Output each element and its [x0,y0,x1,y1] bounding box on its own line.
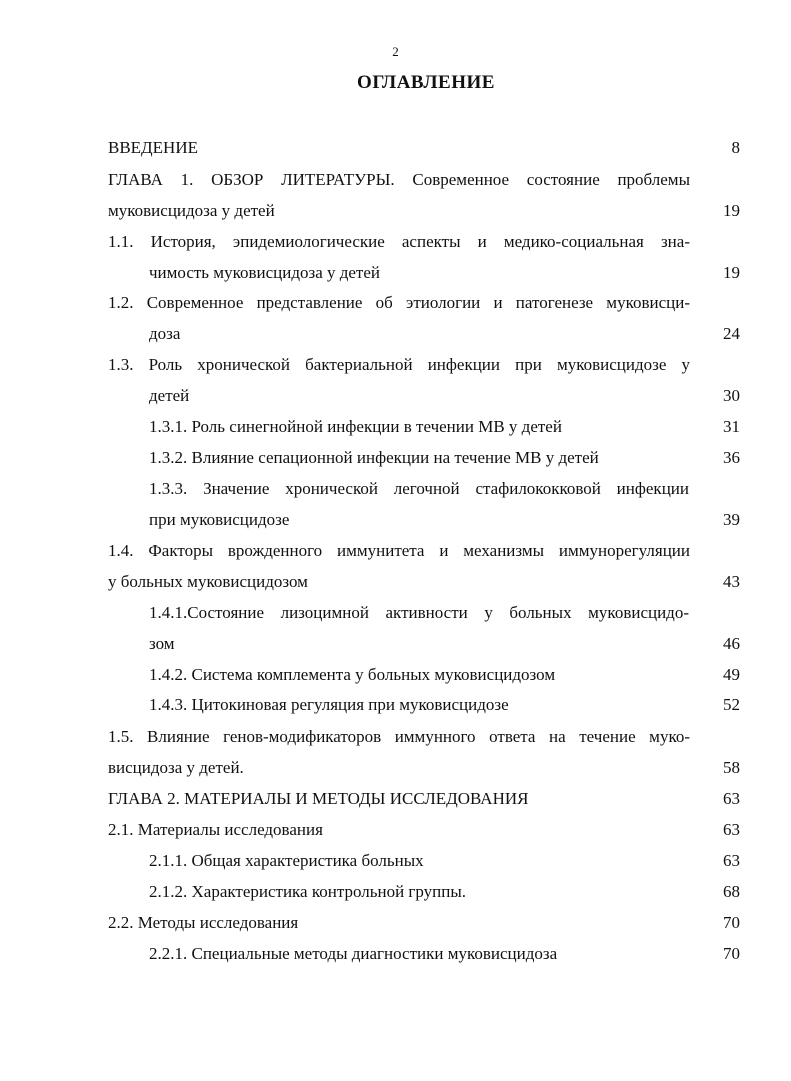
toc-entry-1-4-1[interactable]: 1.4.1.Состояние лизоцимной активности у больных муковисцидо- [149,603,689,622]
page-title: ОГЛАВЛЕНИЕ [357,72,495,93]
toc-page-1-4-2: 49 [723,665,740,684]
toc-page-1-5: 58 [723,758,740,777]
toc-entry-1-4-1-cont[interactable]: зом [149,634,175,653]
toc-page-1-2: 24 [723,324,740,343]
toc-entry-1-3-1[interactable]: 1.3.1. Роль синегнойной инфекции в течении МВ у детей [149,417,562,436]
page-number: 2 [392,44,399,59]
toc-page-1-4-3: 52 [723,695,740,714]
toc-page-1-4: 43 [723,572,740,591]
toc-entry-chapter-1[interactable]: ГЛАВА 1. ОБЗОР ЛИТЕРАТУРЫ. Современное состояние проблемы [108,170,690,189]
toc-page-chapter-2: 63 [723,789,740,808]
toc-page-2-1-1: 63 [723,851,740,870]
toc-page-2-1: 63 [723,820,740,839]
toc-entry-1-3[interactable]: 1.3. Роль хронической бактериальной инфекции при муковисцидозе у [108,355,690,374]
toc-page-1-3-3: 39 [723,510,740,529]
toc-entry-1-5[interactable]: 1.5. Влияние генов-модификаторов иммунного ответа на течение муко- [108,727,690,746]
toc-entry-1-3-3-cont[interactable]: при муковисцидозе [149,510,290,529]
toc-page-2-2-1: 70 [723,944,740,963]
toc-page-2-2: 70 [723,913,740,932]
toc-entry-chapter-2[interactable]: ГЛАВА 2. МАТЕРИАЛЫ И МЕТОДЫ ИССЛЕДОВАНИЯ [108,789,529,808]
toc-entry-1-2-cont[interactable]: доза [149,324,181,343]
toc-entry-2-2-1[interactable]: 2.2.1. Специальные методы диагностики муковисцидоза [149,944,558,963]
toc-page-chapter-1: 19 [723,201,740,220]
toc-entry-1-4-cont[interactable]: у больных муковисцидозом [108,572,308,591]
toc-entry-2-1[interactable]: 2.1. Материалы исследования [108,820,323,839]
toc-entry-1-3-2[interactable]: 1.3.2. Влияние сепационной инфекции на течение МВ у детей [149,448,599,467]
toc-page-1-3-1: 31 [723,417,740,436]
toc-entry-1-1-cont[interactable]: чимость муковисцидоза у детей [149,263,381,282]
toc-entry-2-1-1[interactable]: 2.1.1. Общая характеристика больных [149,851,424,870]
toc-page-2-1-2: 68 [723,882,740,901]
toc-entry-1-4[interactable]: 1.4. Факторы врожденного иммунитета и механизмы иммунорегуляции [108,541,690,560]
toc-entry-2-2[interactable]: 2.2. Методы исследования [108,913,299,932]
toc-entry-1-4-3[interactable]: 1.4.3. Цитокиновая регуляция при муковисцидозе [149,695,509,714]
toc-entry-intro[interactable]: ВВЕДЕНИЕ [108,138,198,157]
toc-entry-1-3-cont[interactable]: детей [149,386,190,405]
toc-page-1-3: 30 [723,386,740,405]
toc-entry-1-1[interactable]: 1.1. История, эпидемиологические аспекты и медико-социальная зна- [108,232,690,251]
toc-entry-chapter-1-cont[interactable]: муковисцидоза у детей [108,201,275,220]
toc-entry-2-1-2[interactable]: 2.1.2. Характеристика контрольной группы. [149,882,467,901]
toc-entry-1-2[interactable]: 1.2. Современное представление об этиологии и патогенезе муковисци- [108,293,690,312]
toc-entry-1-3-3[interactable]: 1.3.3. Значение хронической легочной стафилококковой инфекции [149,479,689,498]
toc-entry-1-5-cont[interactable]: висцидоза у детей. [108,758,244,777]
toc-page-1-3-2: 36 [723,448,740,467]
toc-page-1-1: 19 [723,263,740,282]
toc-page-1-4-1: 46 [723,634,740,653]
toc-entry-1-4-2[interactable]: 1.4.2. Система комплемента у больных муковисцидозом [149,665,556,684]
toc-page-intro: 8 [731,138,740,157]
